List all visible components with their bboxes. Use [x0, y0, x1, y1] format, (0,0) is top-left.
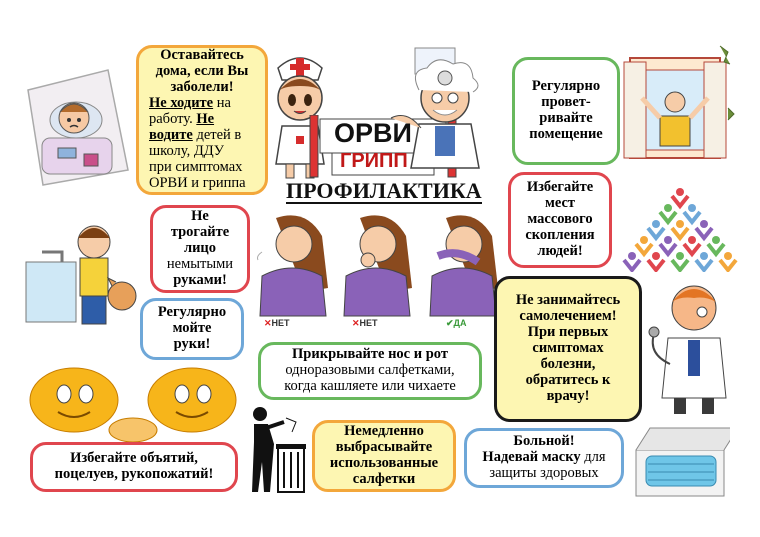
tip-line: руками!	[173, 271, 227, 288]
crowd-person-head	[628, 252, 636, 260]
crowd-person-body	[672, 260, 688, 270]
crowd-person-head	[700, 252, 708, 260]
tip-line: защиты здоровых	[489, 464, 599, 481]
checkmark-icon: ✔	[446, 318, 454, 328]
tip-line	[149, 128, 255, 144]
tip-avoid-hugs	[30, 442, 238, 492]
cough-label-yes: ✔ДА	[446, 318, 467, 328]
tip-text: на	[216, 95, 231, 112]
tip-line: врачу!	[546, 387, 590, 404]
cough-label-no-2: ✕НЕТ	[352, 318, 378, 328]
tip-line: при симптомах	[149, 158, 243, 175]
tip-line: салфетки	[352, 470, 416, 487]
crowd-person-body	[684, 212, 700, 222]
tip-emphasis: Не ходите	[149, 95, 214, 112]
tip-line: немытыми	[166, 255, 234, 272]
tip-line: заболели!	[170, 79, 234, 96]
tip-line: Прикрывайте нос и рот	[292, 346, 448, 363]
tip-line: мойте	[172, 320, 212, 337]
tip-line: массового	[527, 211, 593, 228]
tip-line: самолечением!	[519, 308, 617, 325]
crowd-person-head	[676, 252, 684, 260]
tip-text: для	[584, 449, 606, 466]
crowd-person-head	[688, 236, 696, 244]
title-prophylaxis: ПРОФИЛАКТИКА	[286, 178, 482, 203]
tip-line: Больной!	[513, 433, 575, 450]
tip-line: Регулярно	[531, 78, 601, 95]
tip-line: симптомах	[532, 340, 604, 357]
tip-no-self-treatment	[494, 276, 642, 422]
tip-cover-nose-mouth	[258, 342, 482, 400]
crowd-person-body	[660, 212, 676, 222]
crowd-person-body	[696, 228, 712, 238]
tip-line	[149, 96, 255, 112]
tip-line: использованные	[329, 455, 439, 471]
tip-wash-hands	[140, 298, 244, 360]
tip-line: Избегайте	[526, 179, 594, 196]
tip-text: работу.	[149, 111, 193, 128]
crowd-person-head	[640, 236, 648, 244]
crowd-person-body	[672, 196, 688, 206]
boy-washing-hands-illustration	[22, 212, 140, 332]
face-mask-box-illustration	[630, 420, 730, 502]
crowd-person-body	[720, 260, 736, 270]
crowd-person-body	[696, 260, 712, 270]
sick-child-in-bed-illustration	[18, 60, 136, 190]
tip-line: руки!	[173, 335, 211, 352]
doctor-stethoscope-illustration	[644, 278, 744, 418]
tip-throw-away-tissues	[312, 420, 456, 492]
tip-line: Не	[191, 208, 209, 225]
tip-line: скопления	[525, 226, 595, 243]
tip-ventilate	[512, 57, 620, 165]
tip-line: Избегайте объятий,	[70, 450, 198, 467]
tip-line: людей!	[537, 242, 583, 259]
tip-line: ривайте	[539, 110, 593, 126]
tip-dont-touch-face	[150, 205, 250, 293]
cross-icon: ✕	[352, 318, 360, 328]
crowd-person-body	[672, 228, 688, 238]
tip-emphasis: Не	[196, 111, 215, 128]
tip-line: ОРВИ и гриппа	[149, 174, 246, 191]
title-gripp: ГРИПП	[340, 150, 408, 172]
tip-stay-home	[136, 45, 268, 195]
tip-line	[149, 112, 255, 128]
crowd-pyramid-illustration	[615, 182, 745, 272]
trash-bin-pictogram	[244, 404, 310, 496]
tip-line: болезни,	[540, 355, 596, 372]
crowd-person-body	[624, 260, 640, 270]
crowd-person-head	[652, 220, 660, 228]
crowd-person-body	[648, 228, 664, 238]
crowd-person-body	[660, 244, 676, 254]
crowd-person-head	[724, 252, 732, 260]
cough-label-no-1: ✕НЕТ	[264, 318, 290, 328]
tip-line: Немедленно	[344, 423, 424, 440]
tip-line: выбрасывайте	[335, 439, 433, 456]
tip-line: Регулярно	[157, 304, 227, 321]
tip-line: дома, если Вы	[155, 63, 249, 80]
tip-line: когда кашляете или чихаете	[284, 377, 456, 394]
crowd-person-head	[664, 204, 672, 212]
smileys-handshake-illustration	[28, 364, 238, 444]
tip-text: детей в	[196, 126, 242, 143]
crowd-person-head	[712, 236, 720, 244]
coughing-girl-2-illustration	[338, 212, 416, 320]
tip-line: Не занимайтесь	[515, 292, 621, 309]
crowd-person-body	[648, 260, 664, 270]
coughing-girl-1-illustration	[254, 212, 332, 320]
tip-line: провет-	[541, 94, 591, 111]
crowd-person-head	[700, 220, 708, 228]
tip-avoid-crowds	[508, 172, 612, 268]
open-window-illustration	[620, 38, 740, 168]
crowd-person-body	[684, 244, 700, 254]
tip-emphasis: Надевай маску	[482, 449, 581, 466]
tip-line: мест	[544, 195, 576, 212]
tip-line: помещение	[529, 125, 603, 142]
tip-line: школу, ДДУ	[149, 142, 225, 159]
coughing-girl-3-illustration	[424, 212, 502, 320]
tip-line	[473, 450, 615, 466]
crowd-person-head	[652, 252, 660, 260]
title-orvi: ОРВИ	[334, 118, 412, 148]
crowd-person-head	[688, 204, 696, 212]
crowd-person-head	[676, 188, 684, 196]
crowd-person-body	[708, 244, 724, 254]
tip-wear-mask	[464, 428, 624, 488]
tip-line: трогайте	[170, 224, 230, 241]
crowd-person-head	[664, 236, 672, 244]
tip-emphasis: водите	[149, 126, 193, 143]
tip-line: обратитесь к	[525, 371, 611, 388]
tip-line: одноразовыми салфетками,	[285, 362, 455, 379]
tip-line: лицо	[183, 240, 217, 257]
crowd-person-body	[636, 244, 652, 254]
tip-line: Оставайтесь	[160, 47, 244, 64]
crowd-person-head	[676, 220, 684, 228]
tip-line: поцелуев, рукопожатий!	[54, 466, 214, 482]
cross-icon: ✕	[264, 318, 272, 328]
tip-line: При первых	[527, 324, 609, 341]
